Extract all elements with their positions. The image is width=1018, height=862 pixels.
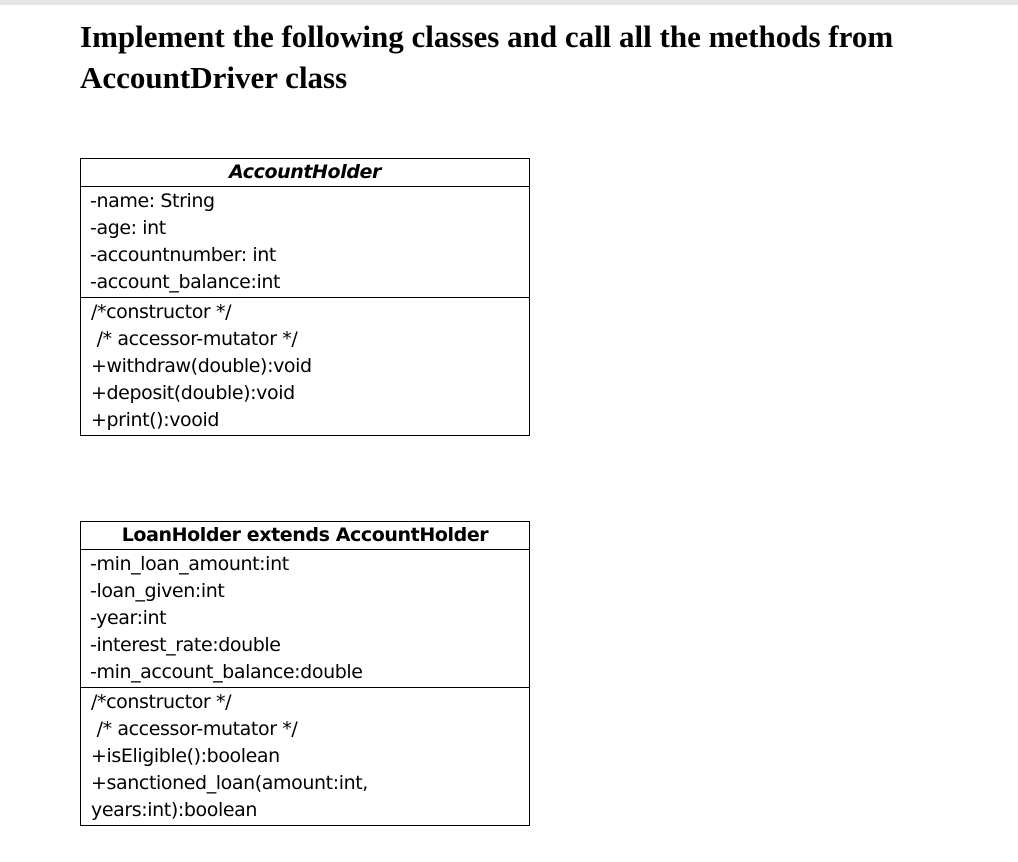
attributes-section	[81, 187, 529, 298]
operations-section	[81, 688, 529, 825]
method-print: +print():vooid	[91, 409, 220, 431]
method-deposit: +deposit(double):void	[91, 382, 295, 404]
class-box-loan-holder	[80, 521, 530, 826]
attribute-accountnumber: -accountnumber: int	[90, 244, 276, 266]
class-box-account-holder	[80, 158, 530, 436]
method-is-eligible: +isEligible():boolean	[91, 745, 280, 767]
attribute-name: -name: String	[90, 190, 215, 212]
attribute-year: -year:int	[90, 607, 167, 629]
operations-section	[81, 298, 529, 435]
attribute-loan-given: -loan_given:int	[90, 580, 225, 602]
method-sanctioned-loan: +sanctioned_loan(amount:int,	[91, 772, 368, 794]
attribute-age: -age: int	[90, 217, 166, 239]
attributes-section	[81, 550, 529, 688]
class-name-loan-holder: LoanHolder extends AccountHolder	[81, 522, 529, 550]
top-border	[0, 0, 1018, 5]
accessor-mutator-comment: /* accessor-mutator */	[91, 718, 298, 740]
class-name-account-holder: AccountHolder	[81, 159, 529, 187]
attribute-account-balance: -account_balance:int	[90, 271, 281, 293]
constructor-comment: /*constructor */	[91, 301, 232, 323]
attribute-min-account-balance: -min_account_balance:double	[90, 661, 363, 683]
method-sanctioned-loan-continued: years:int):boolean	[91, 799, 258, 821]
accessor-mutator-comment: /* accessor-mutator */	[91, 328, 298, 350]
method-withdraw: +withdraw(double):void	[91, 355, 312, 377]
assignment-heading: Implement the following classes and call all the methods from AccountDriver class	[80, 19, 894, 95]
attribute-min-loan-amount: -min_loan_amount:int	[90, 553, 289, 575]
attribute-interest-rate: -interest_rate:double	[90, 634, 281, 656]
constructor-comment: /*constructor */	[91, 691, 232, 713]
